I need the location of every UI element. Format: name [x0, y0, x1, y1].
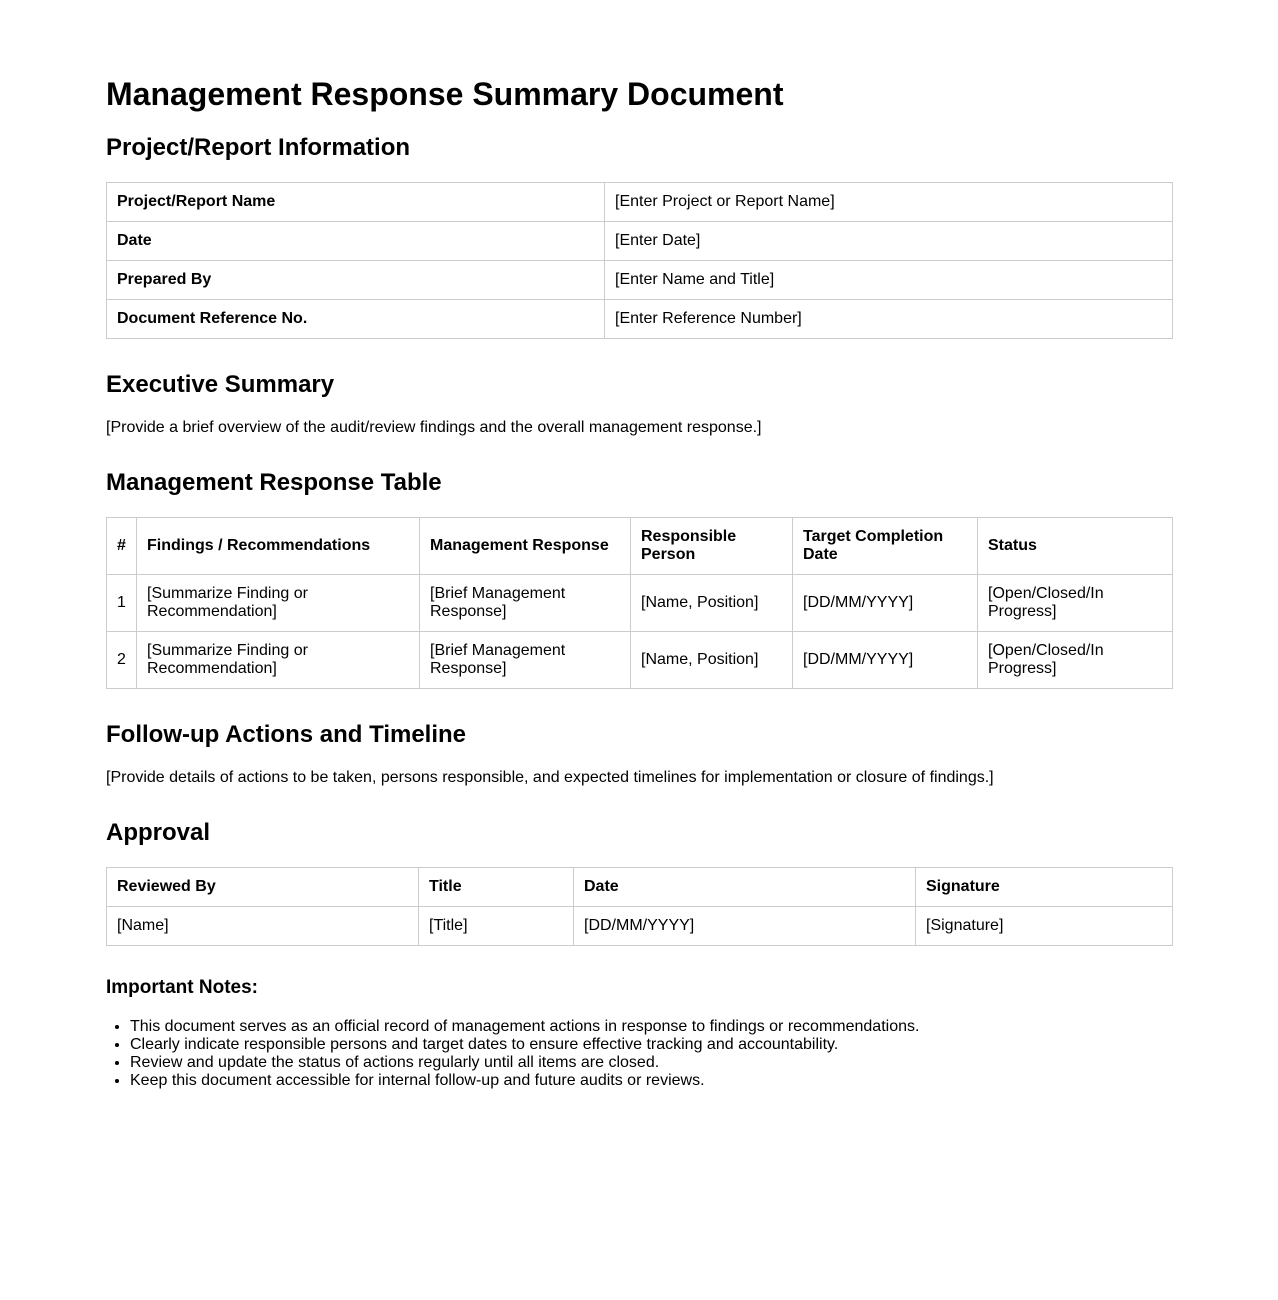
table-row	[107, 300, 1173, 339]
table-row	[107, 632, 1173, 689]
column-header-target-date: Target Completion Date	[793, 518, 978, 575]
list-item: • This document serves as an official record of management actions in response to findings or recommendations.	[130, 1018, 919, 1036]
table-header-row	[107, 518, 1173, 575]
table-header-row	[107, 868, 1173, 907]
cell-signature: [Signature]	[916, 907, 1173, 946]
column-header-number: #	[107, 518, 137, 575]
column-header-signature: Signature	[916, 868, 1173, 907]
cell-number: 2	[107, 632, 137, 689]
column-header-status: Status	[978, 518, 1173, 575]
column-header-title: Title	[419, 868, 574, 907]
cell-reviewer-title: [Title]	[419, 907, 574, 946]
cell-reviewer-name: [Name]	[107, 907, 419, 946]
list-item: • Review and update the status of actions regularly until all items are closed.	[130, 1054, 919, 1072]
cell-response: [Brief Management Response]	[420, 632, 631, 689]
list-item: • Clearly indicate responsible persons and target dates to ensure effective tracking and accountability.	[130, 1036, 919, 1054]
info-value: [Enter Date]	[605, 222, 1173, 261]
cell-number: 1	[107, 575, 137, 632]
notes-heading: Important Notes:	[106, 977, 258, 998]
info-label: Document Reference No.	[107, 300, 605, 339]
list-item: • Keep this document accessible for internal follow-up and future audits or reviews.	[130, 1072, 919, 1090]
project-info-heading: Project/Report Information	[106, 134, 411, 161]
cell-status: [Open/Closed/In Progress]	[978, 632, 1173, 689]
cell-responsible: [Name, Position]	[631, 632, 793, 689]
project-info-table	[106, 182, 1173, 339]
cell-target-date: [DD/MM/YYYY]	[793, 632, 978, 689]
table-row	[107, 183, 1173, 222]
cell-status: [Open/Closed/In Progress]	[978, 575, 1173, 632]
cell-findings: [Summarize Finding or Recommendation]	[137, 632, 420, 689]
column-header-findings: Findings / Recommendations	[137, 518, 420, 575]
info-label: Date	[107, 222, 605, 261]
document-title: Management Response Summary Document	[106, 76, 784, 112]
info-value: [Enter Reference Number]	[605, 300, 1173, 339]
table-row	[107, 261, 1173, 300]
management-response-table	[106, 517, 1173, 689]
notes-list	[106, 1018, 919, 1090]
column-header-date: Date	[574, 868, 916, 907]
info-value: [Enter Project or Report Name]	[605, 183, 1173, 222]
table-row	[107, 575, 1173, 632]
column-header-response: Management Response	[420, 518, 631, 575]
follow-up-heading: Follow-up Actions and Timeline	[106, 721, 467, 748]
cell-responsible: [Name, Position]	[631, 575, 793, 632]
info-label: Prepared By	[107, 261, 605, 300]
executive-summary-text: [Provide a brief overview of the audit/review findings and the overall management response.]	[106, 419, 762, 436]
table-row	[107, 222, 1173, 261]
cell-response: [Brief Management Response]	[420, 575, 631, 632]
cell-approval-date: [DD/MM/YYYY]	[574, 907, 916, 946]
approval-table	[106, 867, 1173, 946]
table-row	[107, 907, 1173, 946]
response-table-heading: Management Response Table	[106, 469, 442, 496]
follow-up-text: [Provide details of actions to be taken, persons responsible, and expected timelines for implementation or closure of findings.]	[106, 769, 994, 786]
executive-summary-heading: Executive Summary	[106, 371, 335, 398]
column-header-reviewed-by: Reviewed By	[107, 868, 419, 907]
approval-heading: Approval	[106, 819, 211, 846]
info-value: [Enter Name and Title]	[605, 261, 1173, 300]
cell-target-date: [DD/MM/YYYY]	[793, 575, 978, 632]
info-label: Project/Report Name	[107, 183, 605, 222]
cell-findings: [Summarize Finding or Recommendation]	[137, 575, 420, 632]
column-header-responsible: Responsible Person	[631, 518, 793, 575]
